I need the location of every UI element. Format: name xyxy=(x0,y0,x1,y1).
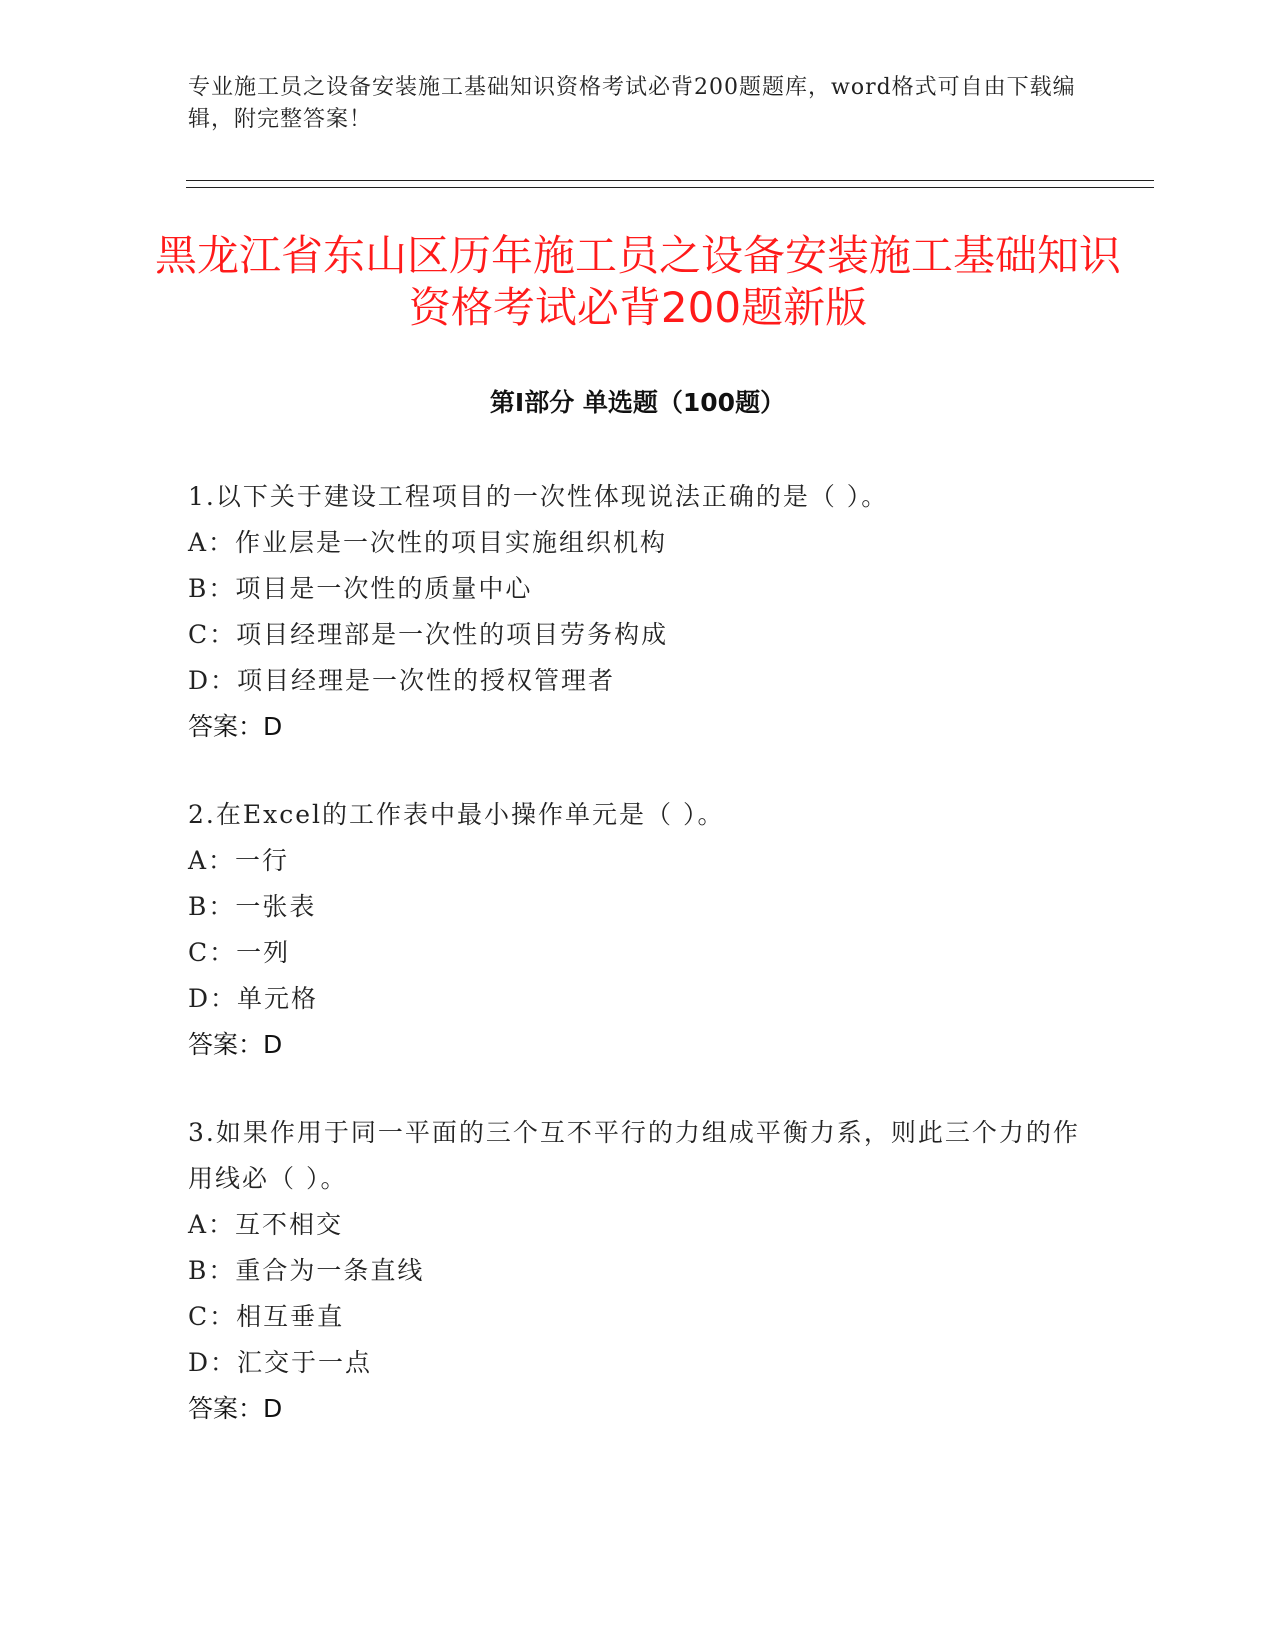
header-rule-bottom xyxy=(186,187,1154,188)
answer: 答案：D xyxy=(188,712,283,741)
option-c: C：相互垂直 xyxy=(188,1302,345,1331)
option-b: B：一张表 xyxy=(188,892,317,921)
option-a: A：作业层是一次性的项目实施组织机构 xyxy=(188,528,668,557)
question-stem: 3.如果作用于同一平面的三个互不平行的力组成平衡力系，则此三个力的作用线必（ ）。 xyxy=(188,1118,1080,1193)
option-d: D：单元格 xyxy=(188,984,319,1013)
section-title: 第I部分 单选题（100题） xyxy=(489,388,786,417)
option-d: D：项目经理是一次性的授权管理者 xyxy=(188,666,616,695)
option-c: C：一列 xyxy=(188,938,291,967)
question-stem: 1.以下关于建设工程项目的一次性体现说法正确的是（ ）。 xyxy=(188,482,889,511)
answer: 答案：D xyxy=(188,1394,283,1423)
option-d: D：汇交于一点 xyxy=(188,1348,373,1377)
header-rule-top xyxy=(186,180,1154,181)
question-stem: 2.在Excel的工作表中最小操作单元是（ ）。 xyxy=(188,800,725,829)
option-a: A：互不相交 xyxy=(188,1210,344,1239)
option-a: A：一行 xyxy=(188,846,290,875)
question-3 xyxy=(188,1110,1088,1432)
option-b: B：项目是一次性的质量中心 xyxy=(188,574,533,603)
document-title: 黑龙江省东山区历年施工员之设备安装施工基础知识资格考试必背200题新版 xyxy=(154,231,1121,332)
question-2 xyxy=(188,792,1088,1068)
option-c: C：项目经理部是一次性的项目劳务构成 xyxy=(188,620,669,649)
option-b: B：重合为一条直线 xyxy=(188,1256,425,1285)
header-note: 专业施工员之设备安装施工基础知识资格考试必背200题题库，word格式可自由下载编辑，附完整答案！ xyxy=(188,75,1076,132)
answer: 答案：D xyxy=(188,1030,283,1059)
question-1 xyxy=(188,474,1088,750)
